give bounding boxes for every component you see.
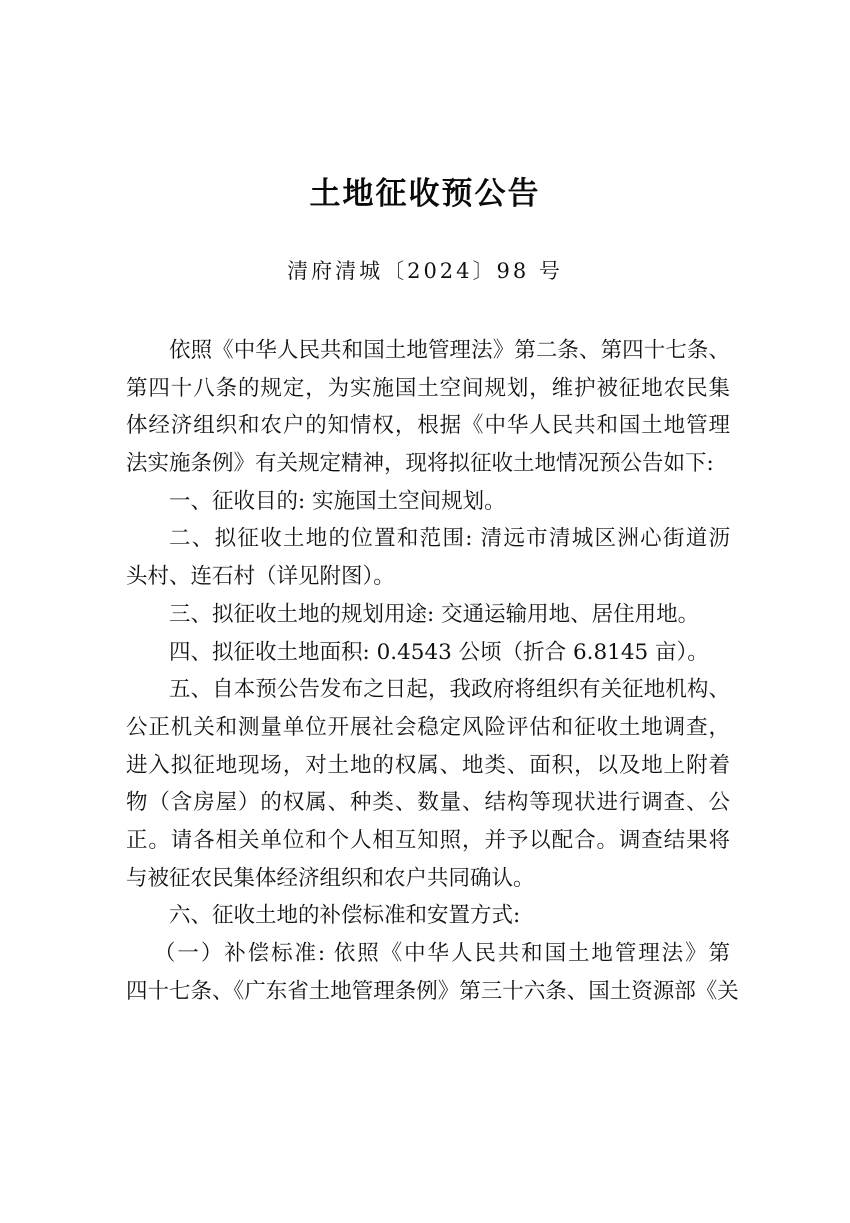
text-line: 四十七条、《广东省土地管理条例》第三十六条、国土资源部《关 (126, 978, 739, 1004)
paragraph-item-5-survey (126, 671, 730, 897)
text-line: 正。请各相关单位和个人相互知照，并予以配合。调查结果将 (126, 827, 730, 853)
text-line: 与被征农民集体经济组织和农户共同确认。 (126, 865, 535, 891)
document-title: 土地征收预公告 (309, 176, 541, 212)
paragraph-item-6-compensation (126, 897, 730, 935)
text-line: 头村、连石村（详见附图）。 (126, 564, 395, 590)
text-line: 六、征收土地的补偿标准和安置方式: (169, 903, 521, 929)
paragraph-item-4-area (126, 634, 730, 672)
text-line: 体经济组织和农户的知情权，根据《中华人民共和国土地管理 (126, 413, 730, 439)
paragraph-item-3-use (126, 596, 730, 634)
text-line: 法实施条例》有关规定精神，现将拟征收土地情况预公告如下: (126, 451, 714, 477)
text-line: 四、拟征收土地面积: 0.4543 公顷（折合 6.8145 亩）。 (169, 639, 709, 665)
text-line: 第四十八条的规定，为实施国土空间规划，维护被征地农民集 (126, 375, 730, 401)
text-line: 公正机关和测量单位开展社会稳定风险评估和征收土地调查， (126, 714, 730, 740)
text-line: 进入拟征地现场，对土地的权属、地类、面积，以及地上附着 (126, 752, 730, 778)
text-line: （一）补偿标准: 依照《中华人民共和国土地管理法》第 (154, 941, 730, 966)
text-line: 依照《中华人民共和国土地管理法》第二条、第四十七条、 (169, 338, 730, 363)
document-body (126, 332, 739, 1010)
paragraph-item-1-purpose (126, 483, 730, 521)
paragraph-intro (126, 332, 730, 483)
text-line: 物（含房屋）的权属、种类、数量、结构等现状进行调查、公 (126, 790, 730, 816)
text-line: 三、拟征收土地的规划用途: 交通运输用地、居住用地。 (169, 601, 700, 627)
text-line: 一、征收目的: 实施国土空间规划。 (169, 488, 506, 514)
document-number: 清府清城〔2024〕98 号 (287, 259, 563, 283)
paragraph-item-2-location (126, 520, 730, 595)
paragraph-item-6-1-standard (126, 935, 739, 1010)
text-line: 五、自本预公告发布之日起，我政府将组织有关征地机构、 (169, 677, 730, 703)
text-line: 二、拟征收土地的位置和范围: 清远市清城区洲心街道沥 (169, 526, 730, 552)
